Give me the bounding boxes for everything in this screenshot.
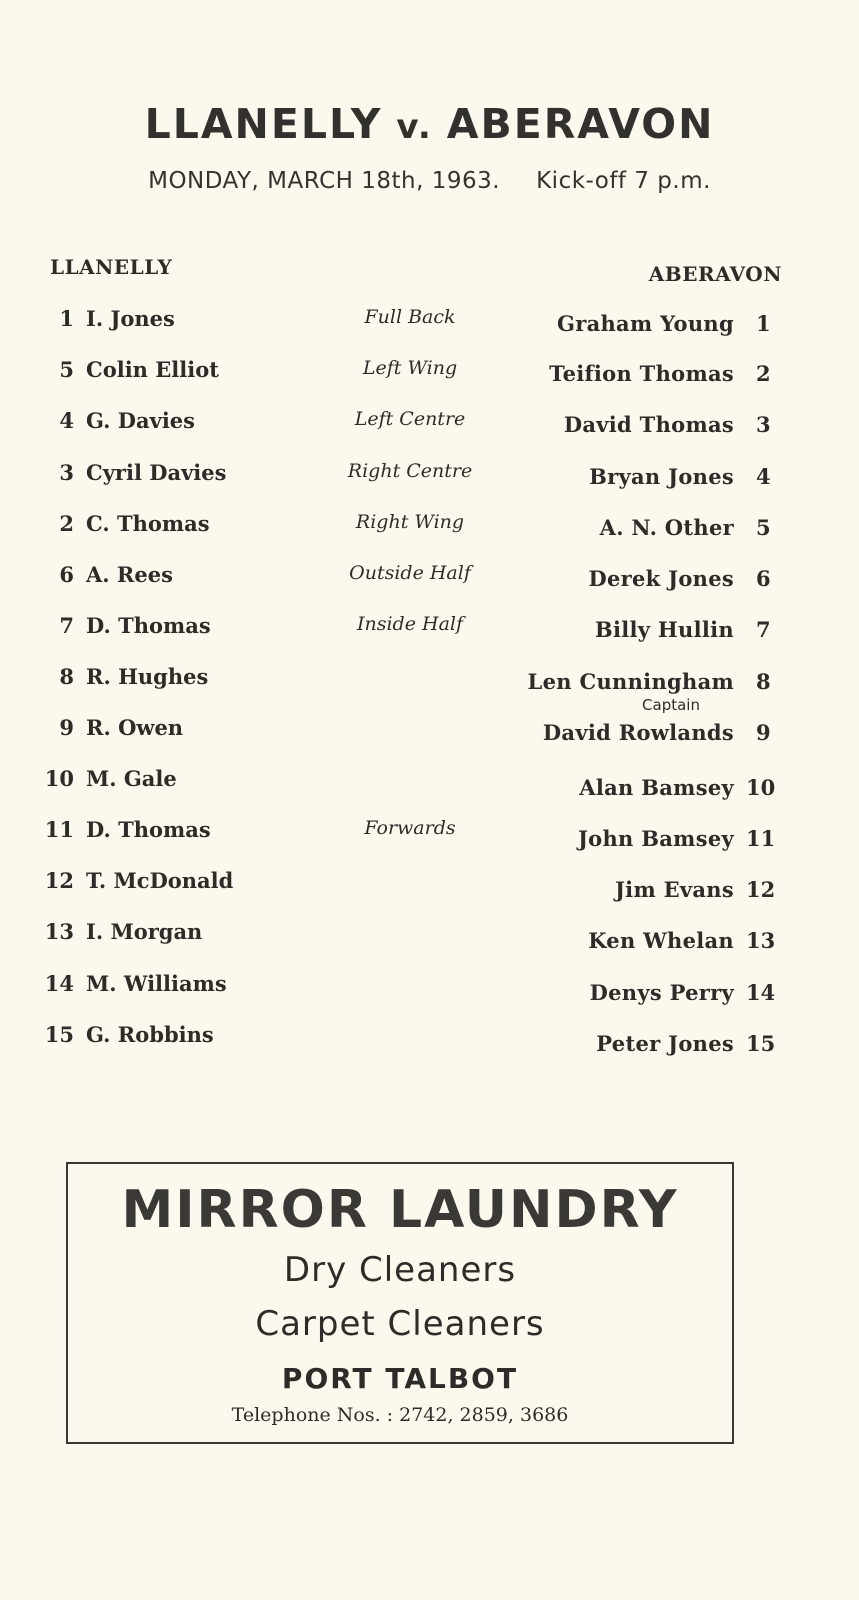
table-row — [0, 766, 859, 800]
home-player-name: C. Thomas — [86, 511, 210, 536]
versus-label: v. — [396, 107, 433, 147]
away-player-number: 7 — [756, 617, 771, 642]
advert-service-dry: Dry Cleaners — [283, 1250, 517, 1290]
table-row — [0, 460, 859, 490]
position-label: Full Back — [364, 306, 456, 328]
table-row — [0, 817, 859, 851]
home-player-name: I. Jones — [86, 306, 175, 331]
home-player-number: 7 — [59, 613, 74, 638]
position-label: Right Wing — [355, 511, 465, 533]
away-player-name: Derek Jones — [588, 566, 734, 591]
home-player-number: 11 — [44, 817, 74, 842]
home-player-name: G. Robbins — [86, 1022, 214, 1047]
home-player — [30, 511, 210, 536]
home-player-name: R. Hughes — [86, 664, 209, 689]
away-player-number: 13 — [746, 928, 776, 953]
advert-box — [66, 1162, 734, 1444]
position-label: Right Centre — [347, 460, 473, 482]
home-player — [30, 357, 219, 382]
table-row — [0, 868, 859, 902]
home-team-heading: LLANELLY — [50, 255, 173, 279]
home-player — [30, 613, 211, 638]
table-row — [0, 511, 859, 541]
away-player-number: 1 — [756, 311, 771, 336]
home-player-number: 14 — [44, 971, 74, 996]
away-player-name: A. N. Other — [599, 515, 734, 540]
match-details — [0, 168, 859, 194]
home-player-number: 2 — [59, 511, 74, 536]
away-player-name: David Thomas — [563, 412, 734, 437]
away-player-number: 2 — [756, 361, 771, 386]
away-player-name: David Rowlands — [542, 720, 734, 745]
home-player — [30, 408, 195, 433]
away-player-name: Bryan Jones — [589, 464, 734, 489]
home-player — [30, 460, 226, 485]
away-player-name: Billy Hullin — [594, 617, 734, 642]
home-player-number: 6 — [59, 562, 74, 587]
home-player-name: M. Gale — [86, 766, 177, 791]
away-player-number: 10 — [746, 775, 776, 800]
home-player-number: 15 — [44, 1022, 74, 1047]
home-player-number: 4 — [59, 408, 74, 433]
away-player-name: Len Cunningham — [527, 669, 734, 694]
match-date: MONDAY, MARCH 18th, 1963. — [148, 168, 501, 194]
table-row — [0, 562, 859, 592]
away-player-name: John Bamsey — [577, 826, 734, 851]
table-row — [0, 408, 859, 438]
away-player-number: 9 — [756, 720, 771, 745]
position-label: Left Wing — [362, 357, 458, 379]
away-player-number: 6 — [756, 566, 771, 591]
home-player — [30, 868, 233, 893]
table-row — [0, 715, 859, 745]
home-player — [30, 817, 211, 842]
away-player-name: Graham Young — [556, 311, 734, 336]
home-player-name: T. McDonald — [86, 868, 234, 893]
table-row — [0, 919, 859, 953]
home-player-name: D. Thomas — [86, 817, 211, 842]
home-player-name: A. Rees — [86, 562, 173, 587]
table-row — [0, 664, 859, 694]
away-player-name: Ken Whelan — [588, 928, 734, 953]
home-player-number: 8 — [59, 664, 74, 689]
table-row — [0, 613, 859, 643]
home-player — [30, 715, 183, 740]
away-team-title: ABERAVON — [446, 100, 715, 148]
away-player-number: 5 — [756, 515, 771, 540]
home-player-name: Colin Elliot — [86, 357, 219, 382]
home-player-number: 10 — [44, 766, 74, 791]
home-player-name: D. Thomas — [86, 613, 211, 638]
home-player-name: R. Owen — [86, 715, 184, 740]
away-player-name: Teifion Thomas — [549, 361, 734, 386]
away-player-number: 3 — [756, 412, 771, 437]
home-team-title: LLANELLY — [144, 100, 383, 148]
advert-town: PORT TALBOT — [281, 1362, 519, 1395]
table-row — [0, 971, 859, 1005]
home-player — [30, 766, 177, 791]
home-player — [30, 919, 202, 944]
home-player-name: M. Williams — [86, 971, 227, 996]
position-label: Outside Half — [349, 562, 471, 584]
position-label: Forwards — [364, 817, 456, 839]
table-row — [0, 357, 859, 387]
kickoff-time: Kick-off 7 p.m. — [536, 168, 711, 194]
home-player-number: 1 — [59, 306, 74, 331]
home-player — [30, 971, 227, 996]
away-player-number: 15 — [746, 1031, 776, 1056]
home-player-number: 3 — [59, 460, 74, 485]
away-player-number: 4 — [756, 464, 771, 489]
home-player-number: 12 — [44, 868, 74, 893]
home-player-name: Cyril Davies — [86, 460, 227, 485]
position-label: Inside Half — [356, 613, 464, 635]
away-player-number: 8 — [756, 669, 771, 694]
away-player-name: Jim Evans — [614, 877, 734, 902]
home-player — [30, 562, 173, 587]
advert-service-carpet: Carpet Cleaners — [255, 1304, 545, 1344]
table-row — [0, 306, 859, 336]
home-player-name: G. Davies — [86, 408, 195, 433]
table-row — [0, 1022, 859, 1056]
away-player-number: 14 — [746, 980, 776, 1005]
away-player-name: Peter Jones — [596, 1031, 734, 1056]
home-player — [30, 1022, 214, 1047]
home-player — [30, 306, 175, 331]
home-player-name: I. Morgan — [86, 919, 203, 944]
home-player-number: 9 — [59, 715, 74, 740]
away-team-heading: ABERAVON — [648, 262, 782, 286]
home-player-number: 5 — [59, 357, 74, 382]
match-title — [0, 100, 859, 148]
home-player — [30, 664, 208, 689]
advert-phone: Telephone Nos. : 2742, 2859, 3686 — [231, 1404, 569, 1426]
away-player-number: 11 — [746, 826, 776, 851]
position-label: Left Centre — [354, 408, 466, 430]
away-player-name: Alan Bamsey — [579, 775, 734, 800]
advert-title: MIRROR LAUNDRY — [121, 1180, 679, 1240]
home-player-number: 13 — [44, 919, 74, 944]
away-player-name: Denys Perry — [589, 980, 734, 1005]
captain-note: Captain — [642, 696, 700, 714]
away-player-number: 12 — [746, 877, 776, 902]
